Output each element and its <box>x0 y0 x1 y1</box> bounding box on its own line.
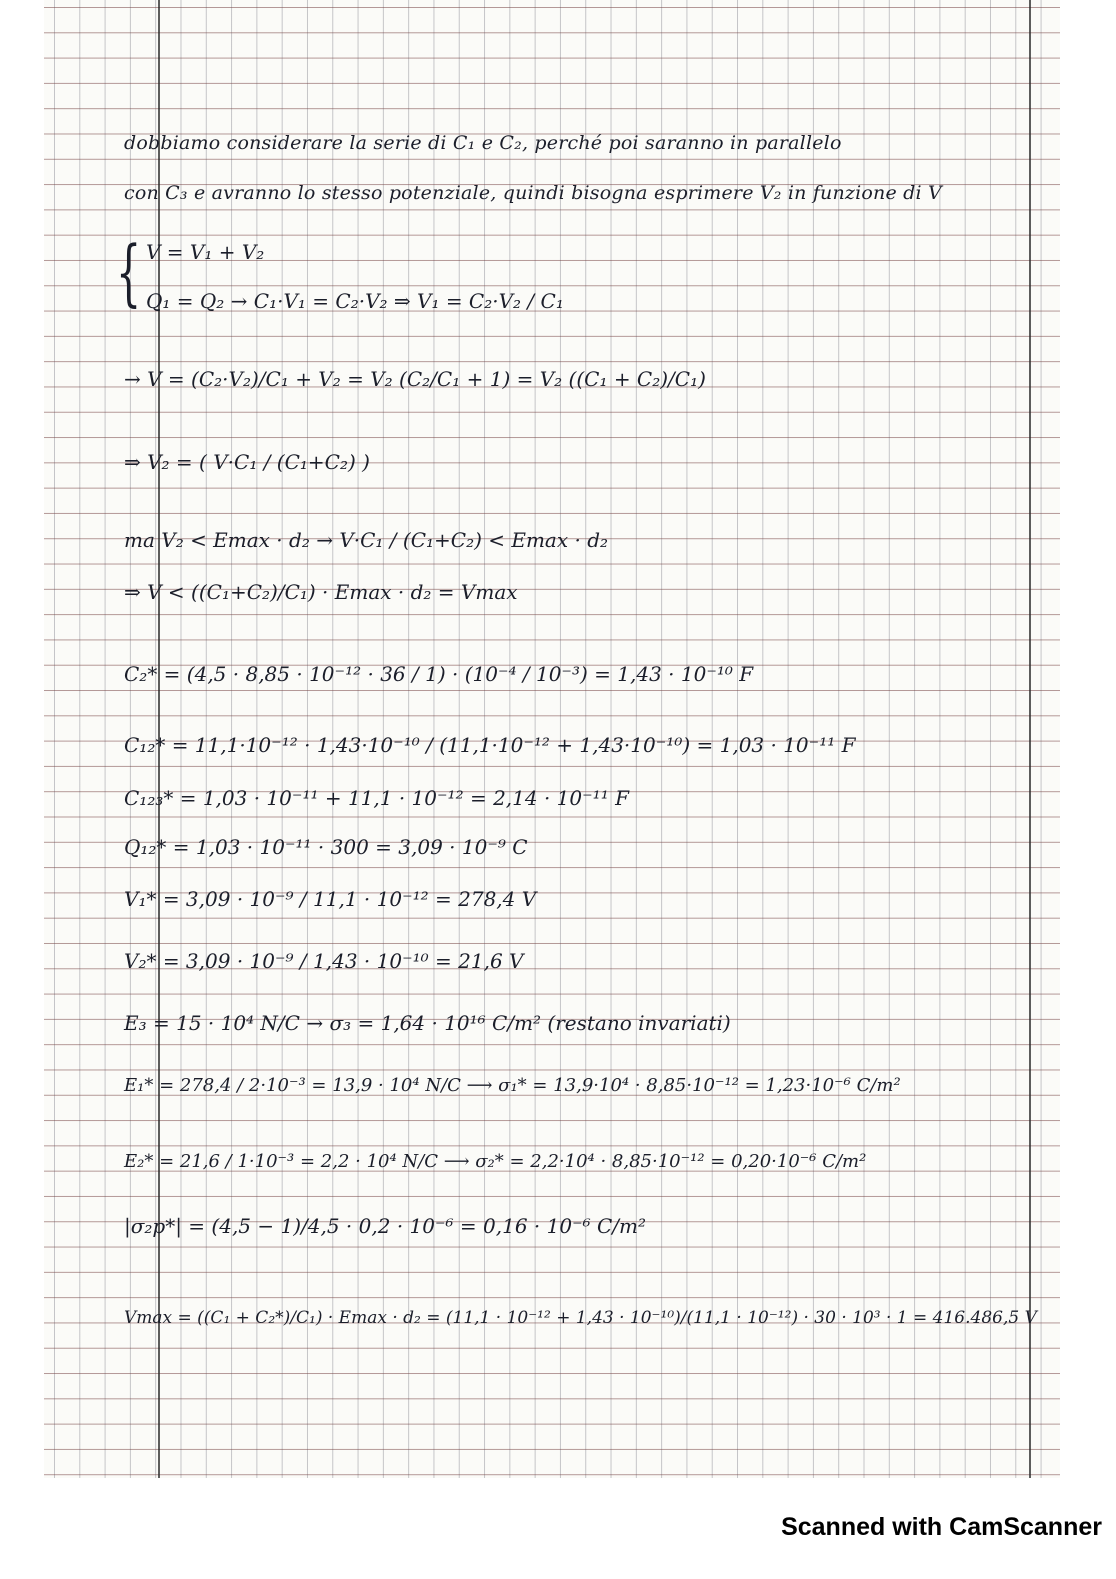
calculation-line-6: V₂* = 3,09 · 10⁻⁹ / 1,43 · 10⁻¹⁰ = 21,6 V <box>124 949 524 973</box>
system-equation-1: V = V₁ + V₂ <box>146 240 265 264</box>
calculation-line-4: Q₁₂* = 1,03 · 10⁻¹¹ · 300 = 3,09 · 10⁻⁹ C <box>124 835 528 859</box>
calculation-line-3: C₁₂₃* = 1,03 · 10⁻¹¹ + 11,1 · 10⁻¹² = 2,14 · 10⁻¹¹ F <box>124 786 629 810</box>
calculation-line-1: C₂* = (4,5 · 8,85 · 10⁻¹² · 36 / 1) · (10⁻⁴ / 10⁻³) = 1,43 · 10⁻¹⁰ F <box>124 662 754 686</box>
prose-line-1: dobbiamo considerare la serie di C₁ e C₂, perché poi saranno in parallelo <box>124 132 842 154</box>
derivation-step-1: → V = (C₂·V₂)/C₁ + V₂ = V₂ (C₂/C₁ + 1) = V₂ ((C₁ + C₂)/C₁) <box>124 367 706 391</box>
system-brace: { <box>116 230 142 314</box>
calculation-line-2: C₁₂* = 11,1·10⁻¹² · 1,43·10⁻¹⁰ / (11,1·10⁻¹² + 1,43·10⁻¹⁰) = 1,03 · 10⁻¹¹ F <box>124 733 856 757</box>
calculation-line-7: E₃ = 15 · 10⁴ N/C → σ₃ = 1,64 · 10¹⁶ C/m² (restano invariati) <box>124 1011 731 1035</box>
calculation-line-9: E₂* = 21,6 / 1·10⁻³ = 2,2 · 10⁴ N/C ⟶ σ₂* = 2,2·10⁴ · 8,85·10⁻¹² = 0,20·10⁻⁶ C/m² <box>124 1151 867 1172</box>
system-equation-2: Q₁ = Q₂ → C₁·V₁ = C₂·V₂ ⇒ V₁ = C₂·V₂ / C₁ <box>146 289 564 313</box>
prose-line-2: con C₃ e avranno lo stesso potenziale, quindi bisogna esprimere V₂ in funzione di V <box>124 182 942 204</box>
derivation-step-2: ⇒ V₂ = ( V·C₁ / (C₁+C₂) ) <box>124 450 370 474</box>
calculation-line-10: |σ₂p*| = (4,5 − 1)/4,5 · 0,2 · 10⁻⁶ = 0,16 · 10⁻⁶ C/m² <box>124 1214 647 1238</box>
calculation-line-8: E₁* = 278,4 / 2·10⁻³ = 13,9 · 10⁴ N/C ⟶ σ₁* = 13,9·10⁴ · 8,85·10⁻¹² = 1,23·10⁻⁶ C/m² <box>124 1075 901 1096</box>
scanner-watermark-text: Scanned with CamScanner <box>781 1513 1102 1541</box>
derivation-step-3: ma V₂ < Emax · d₂ → V·C₁ / (C₁+C₂) < Emax · d₂ <box>124 528 609 552</box>
derivation-step-4: ⇒ V < ((C₁+C₂)/C₁) · Emax · d₂ = Vmax <box>124 580 518 604</box>
calculation-line-5: V₁* = 3,09 · 10⁻⁹ / 11,1 · 10⁻¹² = 278,4 V <box>124 887 537 911</box>
calculation-line-11: Vmax = ((C₁ + C₂*)/C₁) · Emax · d₂ = (11,1 · 10⁻¹² + 1,43 · 10⁻¹⁰)/(11,1 · 10⁻¹²) · 30 · 10³ · 1 = 416.486,5 V <box>124 1308 1037 1328</box>
